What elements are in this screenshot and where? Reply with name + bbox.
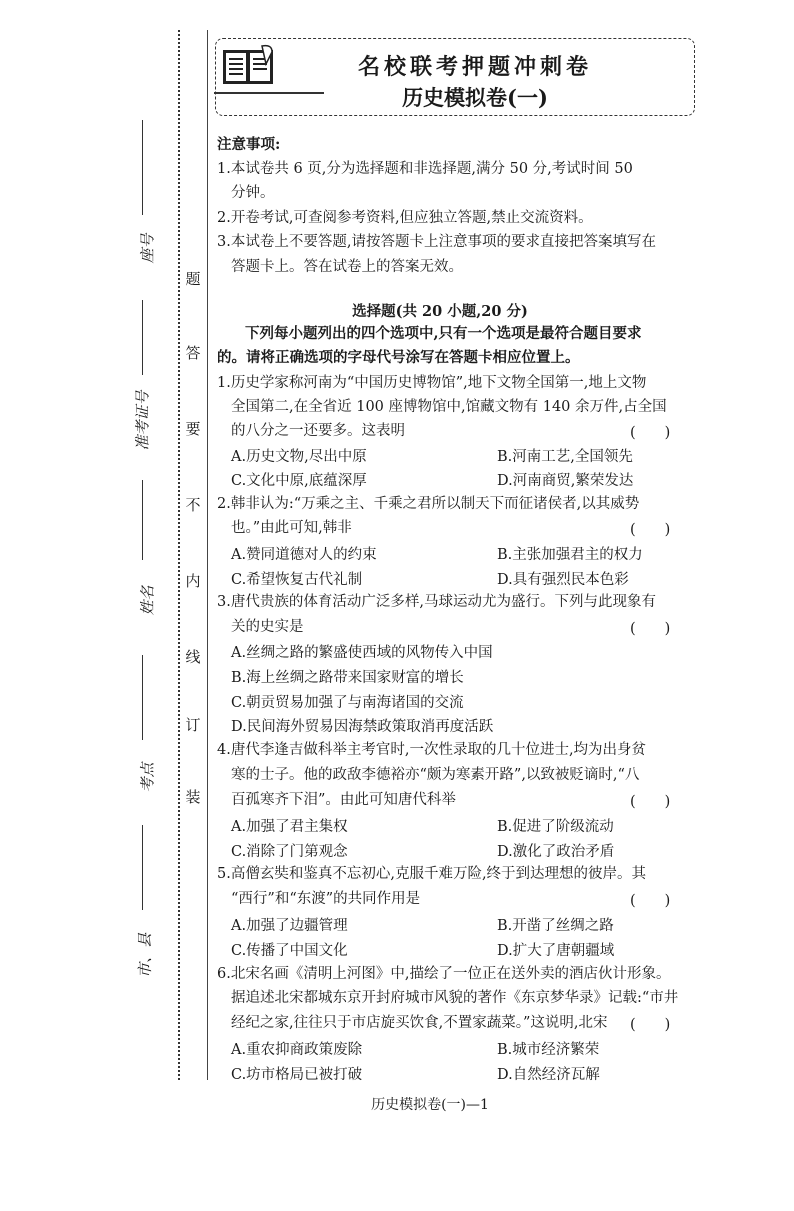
notice-item: 3.本试卷上不要答题,请按答题卡上注意事项的要求直接把答案填写在 [217,234,656,250]
question-stem: 据追述北宋都城东京开封府城市风貌的著作《东京梦华录》记载:“市井 [231,990,679,1006]
option-a: A.赞同道德对人的约束 [231,547,377,563]
binding-char: 不 [185,496,201,514]
city-label: 市、县 [136,932,155,979]
section-instruction: 的。请将正确选项的字母代号涂写在答题卡相应位置上。 [217,349,580,366]
question-stem: 关的史实是 [231,619,304,635]
question-stem: 的八分之一还要多。这表明 [231,423,405,439]
option-a: A.加强了君主集权 [231,819,348,835]
answer-blank: ( ) [630,425,671,441]
exam-paper-title: 历史模拟卷(一) [402,85,548,110]
option-d: D.自然经济瓦解 [497,1067,600,1083]
binding-char: 答 [185,344,201,362]
option-b: B.主张加强君主的权力 [497,547,643,563]
option-d: D.扩大了唐朝疆域 [497,943,615,959]
notice-item: 2.开卷考试,可查阅参考资料,但应独立答题,禁止交流资料。 [217,210,593,226]
option-a: A.丝绸之路的繁盛使西域的风物传入中国 [231,645,493,661]
question-stem: 1.历史学家称河南为“中国历史博物馆”,地下文物全国第一,地上文物 [217,375,647,391]
option-c: C.朝贡贸易加强了与南海诸国的交流 [231,695,464,711]
binding-char: 内 [185,572,201,590]
question-stem: 寒的士子。他的政敌李德裕亦“颇为寒素开路”,以致被贬谪时,“八 [231,767,640,783]
binding-char: 订 [185,716,201,734]
open-book-with-quill-icon [222,44,274,86]
option-a: A.历史文物,尽出中原 [231,449,367,465]
seat-field [110,120,170,280]
answer-blank: ( ) [630,522,671,538]
answer-blank: ( ) [630,621,671,637]
ticket-field [110,300,170,470]
name-field [110,480,170,650]
binding-char: 装 [185,788,201,806]
binding-dotted-line [178,30,180,1080]
option-a: A.重农抑商政策废除 [231,1042,363,1058]
exam-site-field [110,655,170,815]
binding-char: 要 [185,420,201,438]
option-b: B.城市经济繁荣 [497,1042,600,1058]
question-stem: 3.唐代贵族的体育活动广泛多样,马球运动尤为盛行。下列与此现象有 [217,594,656,610]
option-c: C.希望恢复古代礼制 [231,572,363,588]
binding-solid-line [207,30,208,1080]
option-a: A.加强了边疆管理 [231,918,348,934]
page-footer: 历史模拟卷(一)—1 [371,1097,489,1113]
question-stem: 全国第二,在全省近 100 座博物馆中,馆藏文物有 140 余万件,占全国 [231,399,667,415]
city-field [110,825,170,995]
option-b: B.海上丝绸之路带来国家财富的增长 [231,670,464,686]
question-stem: 经纪之家,往往只于市店旋买饮食,不置家蔬菜。”这说明,北宋 [231,1015,608,1031]
question-stem: 百孤寒齐下泪”。由此可知唐代科举 [231,792,456,808]
option-b: B.开凿了丝绸之路 [497,918,614,934]
option-c: C.文化中原,底蕴深厚 [231,473,367,489]
question-stem: 4.唐代李逢吉做科举主考官时,一次性录取的几十位进士,均为出身贫 [217,742,647,758]
answer-blank: ( ) [630,893,671,909]
answer-blank: ( ) [630,794,671,810]
name-label: 姓名 [138,585,157,616]
option-d: D.具有强烈民本色彩 [497,572,629,588]
question-stem: “西行”和“东渡”的共同作用是 [231,891,421,907]
ticket-label: 准考证号 [133,390,152,451]
option-c: C.消除了门第观念 [231,844,348,860]
binding-char: 题 [185,270,201,288]
notice-item: 分钟。 [231,185,275,201]
question-stem: 5.高僧玄奘和鉴真不忘初心,克服千难万险,终于到达理想的彼岸。其 [217,866,647,882]
section-instruction: 下列每小题列出的四个选项中,只有一个选项是最符合题目要求 [245,325,642,342]
answer-blank: ( ) [630,1017,671,1033]
question-stem: 2.韩非认为:“万乘之主、千乘之君所以制天下而征诸侯者,以其威势 [217,496,640,512]
seat-label: 座号 [138,233,157,264]
option-c: C.传播了中国文化 [231,943,348,959]
option-c: C.坊市格局已被打破 [231,1067,363,1083]
option-d: D.激化了政治矛盾 [497,844,615,860]
exam-series-title: 名校联考押题冲刺卷 [357,54,592,80]
option-b: B.促进了阶级流动 [497,819,614,835]
option-b: B.河南工艺,全国领先 [497,449,633,465]
notice-item: 答题卡上。答在试卷上的答案无效。 [231,259,463,275]
exam-site-label: 考点 [138,762,157,793]
section-heading: 选择题(共 20 小题,20 分) [352,303,528,320]
option-d: D.河南商贸,繁荣发达 [497,473,634,489]
notice-heading: 注意事项: [217,136,281,153]
notice-item: 1.本试卷共 6 页,分为选择题和非选择题,满分 50 分,考试时间 50 [217,161,633,177]
question-stem: 也。”由此可知,韩非 [231,520,352,536]
option-d: D.民间海外贸易因海禁政策取消再度活跃 [231,719,494,735]
question-stem: 6.北宋名画《清明上河图》中,描绘了一位正在送外卖的酒店伙计形象。 [217,966,671,982]
binding-char: 线 [185,648,201,666]
